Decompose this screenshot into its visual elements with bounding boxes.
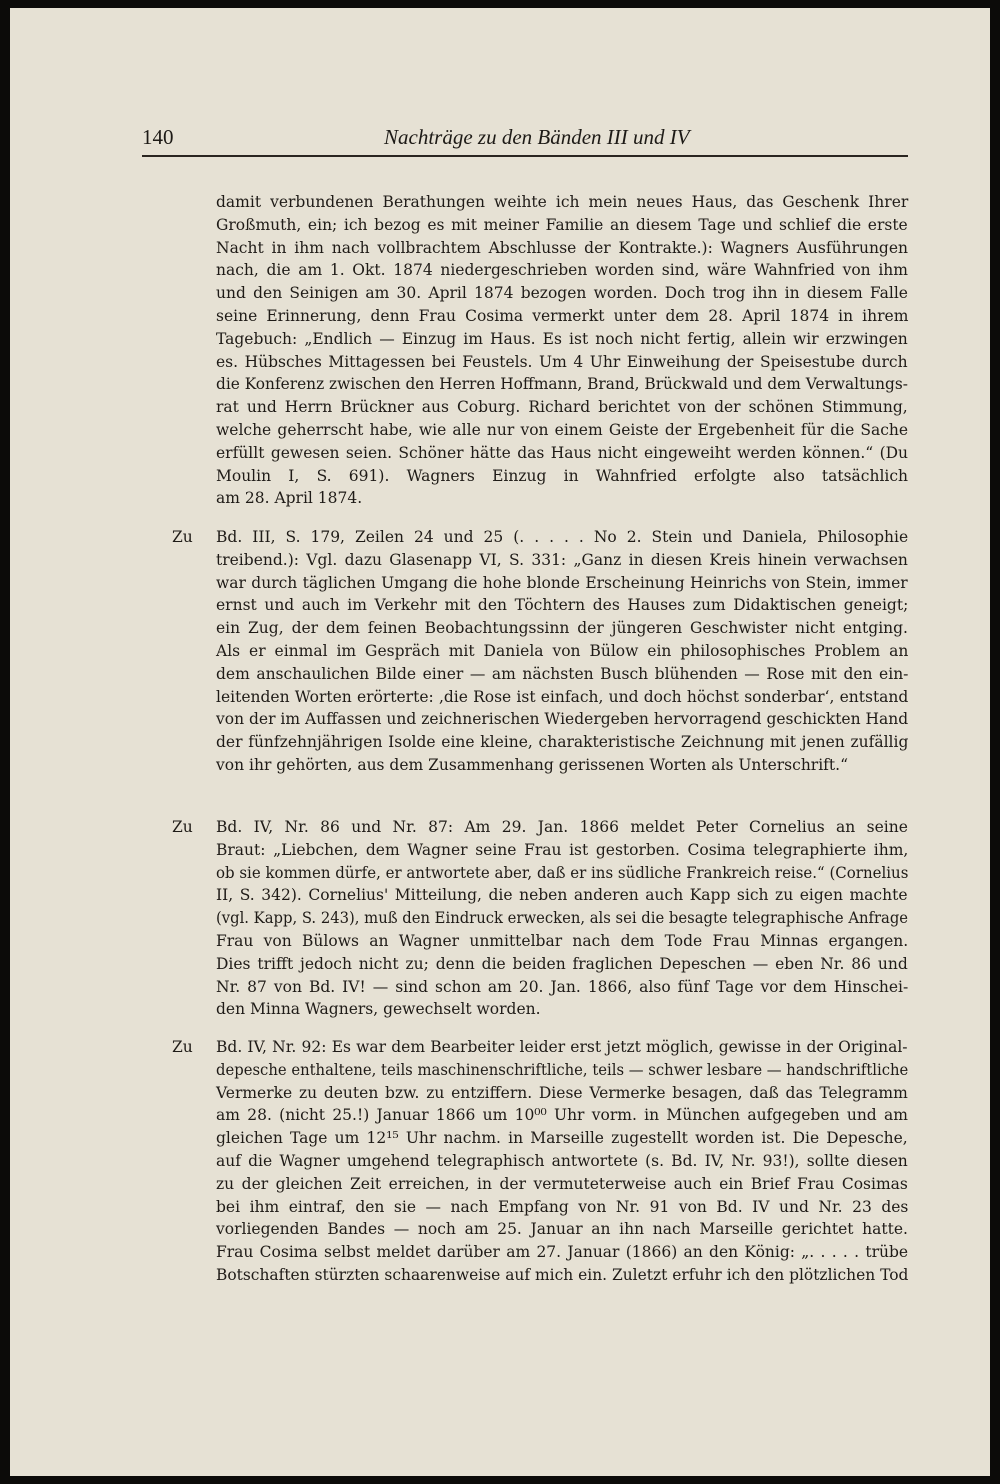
- text-line: rat und Herrn Brückner aus Coburg. Richard berichtet von der schönen Stimmung,: [216, 398, 908, 417]
- text-line: Nacht in ihm nach vollbrachtem Abschlusse der Kontrakte.): Wagners Ausführungen: [216, 238, 909, 257]
- text-line: Dies trifft jedoch nicht zu; denn die beiden fraglichen Depeschen — eben Nr. 86 und: [216, 954, 908, 973]
- text-line: Vermerke zu deuten bzw. zu entziffern. Diese Vermerke besagen, daß das Telegramm: [216, 1083, 908, 1102]
- text-line: von der im Auffassen und zeichnerischen Wiedergeben hervorragend geschickten Hand: [216, 710, 909, 729]
- text-line: Braut: „Liebchen, dem Wagner seine Frau ist gestorben. Cosima telegraphierte ihm,: [216, 840, 909, 859]
- text-line: Als er einmal im Gespräch mit Daniela von Bülow ein philosophisches Problem an: [216, 642, 909, 660]
- text-line: auf die Wagner umgehend telegraphisch antwortete (s. Bd. IV, Nr. 93!), sollte diesen: [216, 1152, 908, 1170]
- text-line: seine Erinnerung, denn Frau Cosima vermerkt unter dem 28. April 1874 in ihrem: [216, 307, 909, 325]
- running-head: Nachträge zu den Bänden III und IV: [384, 125, 690, 149]
- text-line: Bd. III, S. 179, Zeilen 24 und 25 (. . . . . No 2. Stein und Daniela, Philosophie: [216, 528, 909, 546]
- text-line: ernst und auch im Verkehr mit den Töchtern des Hauses zum Didaktischen geneigt;: [216, 596, 909, 615]
- text-line: bei ihm eintraf, den sie — nach Empfang von Nr. 91 von Bd. IV und Nr. 23 des: [216, 1197, 909, 1216]
- text-line: die Konferenz zwischen den Herren Hoffmann, Brand, Brückwald und dem Verwaltungs-: [216, 375, 908, 394]
- text-line: damit verbundenen Berathungen weihte ich mein neues Haus, das Geschenk Ihrer: [216, 193, 909, 211]
- text-line: depesche enthaltene, teils maschinenschriftliche, teils — schwer lesbare — handschriftliche: [216, 1060, 909, 1079]
- text-line: treibend.): Vgl. dazu Glasenapp VI, S. 331: „Ganz in diesen Kreis hinein verwachsen: [216, 550, 908, 569]
- page-header: [142, 125, 908, 157]
- text-line: Bd. IV, Nr. 86 und Nr. 87: Am 29. Jan. 1866 meldet Peter Cornelius an seine: [216, 818, 908, 836]
- paragraph-label: Zu: [172, 818, 193, 836]
- text-line: (vgl. Kapp, S. 243), muß den Eindruck erwecken, als sei die besagte telegraphische Anfrage: [216, 909, 909, 928]
- text-line: II, S. 342). Cornelius' Mitteilung, die neben anderen auch Kapp sich zu eigen machte: [216, 886, 908, 905]
- text-line: am 28. (nicht 25.!) Januar 1866 um 10⁰⁰ Uhr vorm. in München aufgegeben und am: [216, 1106, 908, 1125]
- text-line: den Minna Wagners, gewechselt worden.: [216, 1000, 541, 1019]
- text-line: Frau Cosima selbst meldet darüber am 27. Januar (1866) an den König: „. . . . . trübe: [216, 1243, 909, 1262]
- page-number: 140: [142, 125, 174, 149]
- text-line: nach, die am 1. Okt. 1874 niedergeschrieben worden sind, wäre Wahnfried von ihm: [216, 261, 908, 280]
- text-line: ein Zug, der dem feinen Beobachtungssinn der jüngeren Geschwister nicht entging.: [216, 619, 908, 638]
- text-line: leitenden Worten erörterte: ‚die Rose ist einfach, und doch höchst sonderbar‘, entstand: [216, 687, 909, 706]
- text-line: erfüllt gewesen seien. Schöner hätte das Haus nicht eingeweiht werden können.“ (Du: [216, 443, 909, 462]
- paragraph-label: Zu: [172, 1038, 193, 1056]
- text-line: gleichen Tage um 12¹⁵ Uhr nachm. in Marseille zugestellt worden ist. Die Depesche,: [216, 1129, 908, 1148]
- text-line: vorliegenden Bandes — noch am 25. Januar an ihn nach Marseille gerichtet hatte.: [216, 1220, 908, 1239]
- text-line: Botschaften stürzten schaarenweise auf mich ein. Zuletzt erfuhr ich den plötzlichen Tod: [216, 1266, 909, 1284]
- text-line: Frau von Bülows an Wagner unmittelbar nach dem Tode Frau Minnas ergangen.: [216, 932, 909, 950]
- text-line: Moulin I, S. 691). Wagners Einzug in Wahnfried erfolgte also tatsächlich: [216, 466, 909, 485]
- text-line: Großmuth, ein; ich bezog es mit meiner Familie an diesem Tage und schlief die erste: [216, 215, 908, 234]
- text-line: von ihr gehörten, aus dem Zusammenhang gerissenen Worten als Unterschrift.“: [216, 756, 848, 774]
- text-line: ob sie kommen dürfe, er antwortete aber, daß er ins südliche Frankreich reise.“ (Cornelius: [216, 863, 909, 882]
- text-line: dem anschaulichen Bilde einer — am nächsten Busch blühenden — Rose mit den ein-: [216, 664, 909, 683]
- paragraph-label: Zu: [172, 528, 193, 546]
- text-line: und den Seinigen am 30. April 1874 bezogen worden. Doch trog ihn in diesem Falle: [216, 284, 908, 303]
- text-line: der fünfzehnjährigen Isolde eine kleine, charakteristische Zeichnung mit jenen zufällig: [216, 733, 909, 752]
- text-line: Bd. IV, Nr. 92: Es war dem Bearbeiter leider erst jetzt möglich, gewisse in der Original-: [216, 1038, 908, 1056]
- text-line: zu der gleichen Zeit erreichen, in der vermuteterweise auch ein Brief Frau Cosimas: [216, 1174, 908, 1193]
- text-line: war durch täglichen Umgang die hohe blonde Erscheinung Heinrichs von Stein, immer: [216, 573, 908, 592]
- text-line: Tagebuch: „Endlich — Einzug im Haus. Es ist noch nicht fertig, allein wir erzwingen: [216, 329, 908, 348]
- text-line: welche geherrscht habe, wie alle nur von einem Geiste der Ergebenheit für die Sache: [216, 421, 909, 439]
- text-line: am 28. April 1874.: [216, 489, 363, 508]
- text-line: Nr. 87 von Bd. IV! — sind schon am 20. Jan. 1866, also fünf Tage vor dem Hinschei-: [216, 977, 909, 996]
- text-line: es. Hübsches Mittagessen bei Feustels. Um 4 Uhr Einweihung der Speisestube durch: [216, 352, 908, 371]
